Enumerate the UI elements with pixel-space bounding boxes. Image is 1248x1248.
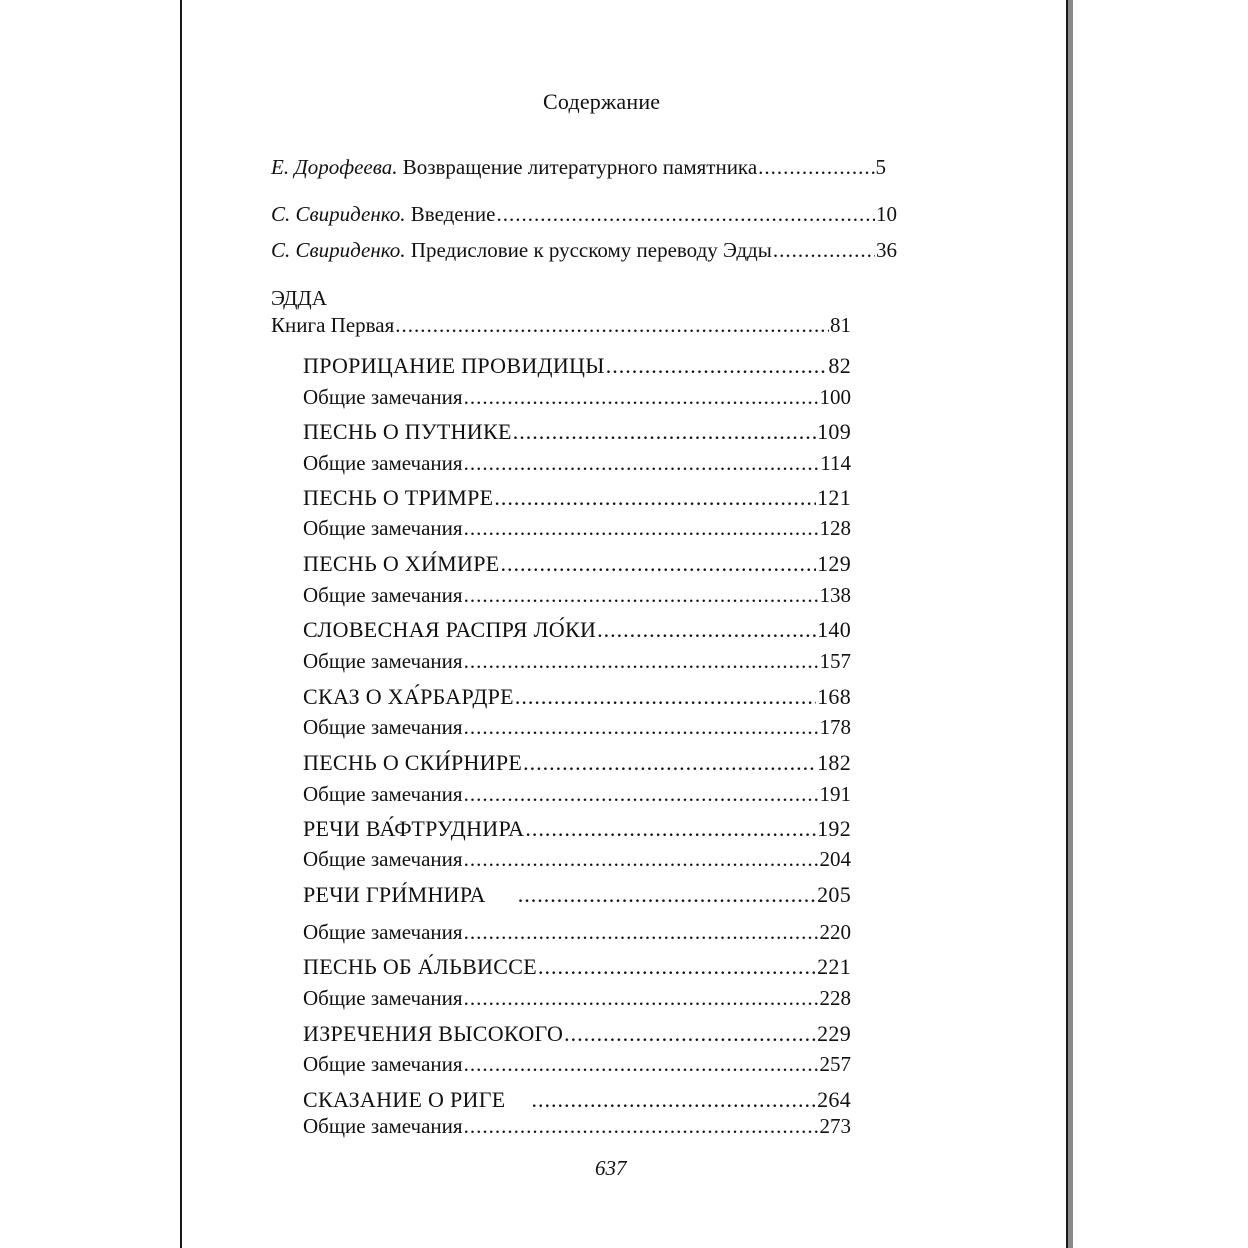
- toc-entry: [303, 750, 851, 776]
- entry-page: 81: [830, 313, 851, 337]
- dot-leader: [564, 1021, 816, 1047]
- entry-page: 168: [817, 684, 851, 709]
- entry-title: Возвращение литературного памятника: [402, 155, 758, 179]
- note-page: 157: [819, 649, 851, 673]
- entry-page: 10: [876, 202, 897, 226]
- entry-page: 36: [876, 238, 897, 262]
- entry-page: 205: [817, 882, 851, 907]
- toc-entry: [303, 1087, 851, 1113]
- note-title: Общие замечания: [303, 847, 463, 871]
- dot-leader: [464, 583, 819, 608]
- toc-note-entry: [303, 1052, 851, 1077]
- entry-page: 121: [817, 485, 851, 510]
- note-page: 273: [819, 1114, 851, 1138]
- entry-page: 182: [817, 750, 851, 775]
- toc-note-entry: [303, 847, 851, 872]
- toc-note-entry: [303, 986, 851, 1011]
- entry-title: ПЕСНЬ ОБ А́ЛЬВИССЕ: [303, 954, 537, 979]
- note-title: Общие замечания: [303, 649, 463, 673]
- entry-title: СКАЗАНИЕ О РИГЕ: [303, 1087, 506, 1112]
- entry-page: 264: [817, 1087, 851, 1112]
- toc-entry: [303, 684, 851, 710]
- toc-entry: [303, 954, 851, 980]
- toc-note-entry: [303, 782, 851, 807]
- entry-title: ПЕСНЬ О ПУТНИКЕ: [303, 419, 512, 444]
- note-title: Общие замечания: [303, 920, 463, 944]
- toc-note-entry: [303, 451, 851, 476]
- entry-title: ИЗРЕЧЕНИЯ ВЫСОКОГО: [303, 1021, 564, 1046]
- entry-page: 5: [875, 155, 886, 179]
- note-page: 138: [819, 583, 851, 607]
- toc-front-entry: [271, 238, 897, 263]
- toc-note-entry: [303, 385, 851, 410]
- note-page: 257: [819, 1052, 851, 1076]
- page-edge-shadow: [1068, 0, 1073, 1248]
- note-page: 178: [819, 715, 851, 739]
- toc-note-entry: [303, 649, 851, 674]
- page-number: 637: [595, 1156, 627, 1180]
- toc-entry: [303, 353, 851, 379]
- note-page: 204: [819, 847, 851, 871]
- entry-title: ПЕСНЬ О ХИ́МИРЕ: [303, 551, 500, 576]
- note-title: Общие замечания: [303, 583, 463, 607]
- dot-leader: [464, 1114, 819, 1139]
- toc-front-entry: [271, 155, 886, 180]
- note-title: Общие замечания: [303, 1052, 463, 1076]
- dot-leader: [515, 684, 816, 710]
- entry-page: 229: [817, 1021, 851, 1046]
- toc-entry: [303, 1021, 851, 1047]
- toc-note-entry: [303, 1114, 851, 1139]
- dot-leader: [501, 551, 817, 577]
- dot-leader: [606, 353, 828, 379]
- entry-page: 192: [817, 816, 851, 841]
- toc-note-entry: [303, 583, 851, 608]
- toc-entry: [303, 485, 851, 511]
- section-heading: ЭДДА: [271, 286, 327, 310]
- dot-leader: [464, 782, 819, 807]
- toc-entry: [303, 617, 851, 643]
- entry-page: 82: [828, 353, 851, 378]
- note-page: 191: [819, 782, 851, 806]
- dot-leader: [494, 485, 816, 511]
- entry-author: С. Свириденко.: [271, 238, 406, 262]
- dot-leader: [464, 715, 819, 740]
- entry-title: РЕЧИ ВА́ФТРУДНИРА: [303, 816, 525, 841]
- toc-note-entry: [303, 715, 851, 740]
- dot-leader: [538, 954, 816, 980]
- note-title: Общие замечания: [303, 986, 463, 1010]
- toc-book-entry: [271, 313, 851, 338]
- dot-leader: [597, 617, 816, 643]
- dot-leader: [496, 202, 875, 227]
- toc-note-entry: [303, 516, 851, 541]
- note-page: 128: [819, 516, 851, 540]
- entry-page: 221: [817, 954, 851, 979]
- dot-leader: [464, 649, 819, 674]
- entry-title: ПЕСНЬ О ТРИМРЕ: [303, 485, 494, 510]
- toc-entry: [303, 551, 851, 577]
- toc-entry: [303, 816, 851, 842]
- toc-front-entry: [271, 202, 897, 227]
- entry-page: 109: [817, 419, 851, 444]
- entry-title: РЕЧИ ГРИ́МНИРА: [303, 882, 486, 907]
- toc-note-entry: [303, 920, 851, 945]
- entry-page: 129: [817, 551, 851, 576]
- dot-leader: [464, 451, 820, 476]
- note-page: 220: [819, 920, 851, 944]
- dot-leader: [464, 986, 819, 1011]
- dot-leader: [395, 313, 829, 338]
- dot-leader: [464, 920, 819, 945]
- dot-leader: [464, 516, 819, 541]
- dot-leader: [773, 238, 875, 263]
- note-page: 114: [820, 451, 851, 475]
- note-title: Общие замечания: [303, 451, 463, 475]
- entry-page: 140: [817, 617, 851, 642]
- entry-title: ПРОРИЦАНИЕ ПРОВИДИЦЫ: [303, 353, 605, 378]
- entry-author: С. Свириденко.: [271, 202, 406, 226]
- entry-title: СЛОВЕСНАЯ РАСПРЯ ЛО́КИ: [303, 617, 597, 642]
- dot-leader: [525, 816, 816, 842]
- dot-leader: [464, 385, 819, 410]
- page-title: Содержание: [543, 89, 661, 114]
- dot-leader: [523, 750, 816, 776]
- entry-title: Предисловие к русскому переводу Эдды: [410, 238, 772, 262]
- entry-title: Книга Первая: [271, 313, 395, 337]
- toc-entry: [303, 882, 851, 908]
- entry-title: ПЕСНЬ О СКИ́РНИРЕ: [303, 750, 523, 775]
- note-title: Общие замечания: [303, 516, 463, 540]
- note-title: Общие замечания: [303, 1114, 463, 1138]
- dot-leader: [464, 847, 819, 872]
- note-title: Общие замечания: [303, 715, 463, 739]
- dot-leader: [518, 882, 816, 908]
- dot-leader: [513, 419, 816, 445]
- note-page: 228: [819, 986, 851, 1010]
- dot-leader: [531, 1087, 816, 1113]
- entry-author: Е. Дорофеева.: [271, 155, 398, 179]
- toc-entry: [303, 419, 851, 445]
- note-title: Общие замечания: [303, 782, 463, 806]
- entry-title: СКАЗ О ХА́РБАРДРЕ: [303, 684, 514, 709]
- note-page: 100: [819, 385, 851, 409]
- dot-leader: [464, 1052, 819, 1077]
- dot-leader: [758, 155, 874, 180]
- entry-title: Введение: [410, 202, 496, 226]
- note-title: Общие замечания: [303, 385, 463, 409]
